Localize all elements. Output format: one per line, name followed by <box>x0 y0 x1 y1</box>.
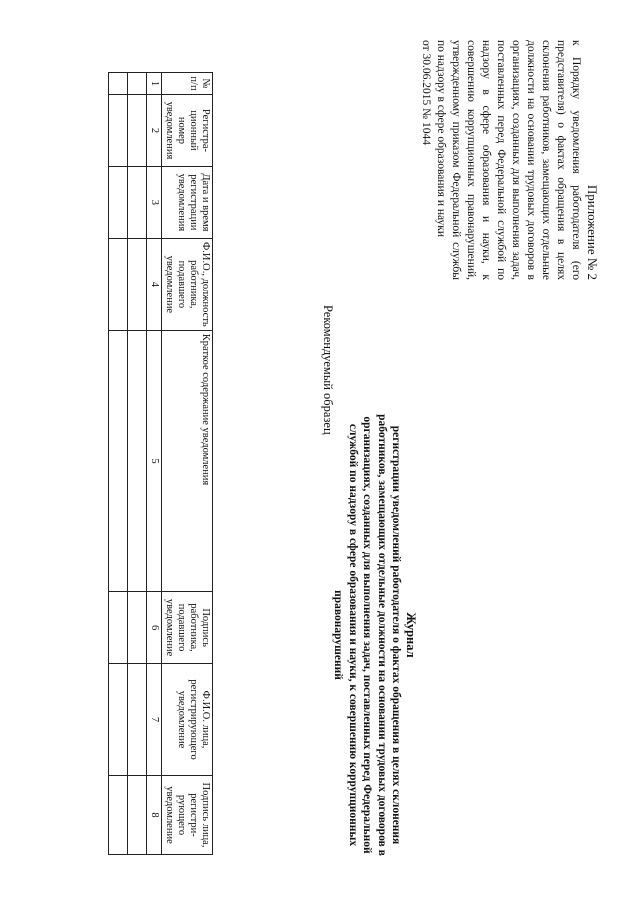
table-cell <box>109 73 128 95</box>
table-cell <box>128 775 147 854</box>
col-header-registrar: Ф.И.О. лица, регистрирующего уведомление <box>162 664 213 776</box>
col-number-8: 8 <box>147 775 162 854</box>
col-number-5: 5 <box>147 330 162 591</box>
table-cell <box>128 592 147 664</box>
table-cell <box>109 330 128 591</box>
appendix-title: Приложение № 2 <box>585 184 600 280</box>
table-cell <box>128 664 147 776</box>
appendix-body: к Порядку уведомления работодателя (его представителя) о фактах обращения в целях склонения работников, замещающих отдельные должности на основании трудовых договоров в организациях, созданных для выполнения задач, поставленных перед Федеральной службой по надзору в сфере образования и науки, к совершению коррупционных правонарушений, утвержденному приказом Федеральной службы по надзору в сфере образования и науки <box>435 40 582 280</box>
col-header-reg-datetime: Дата и время регистрации уведомления <box>162 166 213 238</box>
table-cell <box>128 166 147 238</box>
table-cell <box>109 775 128 854</box>
col-number-2: 2 <box>147 94 162 166</box>
col-number-6: 6 <box>147 592 162 664</box>
table-cell <box>128 73 147 95</box>
table-number-row <box>147 73 162 855</box>
col-number-7: 7 <box>147 664 162 776</box>
col-header-reg-number: Регистра-ционный номер уведомления <box>162 94 213 166</box>
table-cell <box>109 166 128 238</box>
journal-heading <box>331 395 418 875</box>
recommended-sample-label: Рекомендуемый образец <box>321 305 335 435</box>
journal-title: Журнал <box>404 612 418 658</box>
col-header-summary: Краткое содержание уведомления <box>162 330 213 591</box>
table-header-row <box>162 73 213 855</box>
table-cell <box>109 664 128 776</box>
table-cell <box>128 238 147 330</box>
table-cell <box>109 592 128 664</box>
table-cell <box>128 330 147 591</box>
table-row <box>128 73 147 855</box>
table-cell <box>109 94 128 166</box>
col-number-1: 1 <box>147 73 162 95</box>
col-header-number: № п/п <box>162 73 213 95</box>
col-number-3: 3 <box>147 166 162 238</box>
table-cell <box>128 94 147 166</box>
col-header-registrar-signature: Подпись лица, регистри-рующего уведомление <box>162 775 213 854</box>
appendix-date: от 30.06.2015 № 1044 <box>420 40 432 145</box>
col-number-4: 4 <box>147 238 162 330</box>
journal-subtitle: регистрации уведомлений работодателя о фактах обращения в целях склонения работников, замещающих отдельные должности на основании трудовых договоров в организациях, созданных для выполнения задач, поставленных перед Федеральной службой по надзору в сфере образования и науки, к совершению коррупционных правонарушений <box>332 414 403 856</box>
table-row <box>109 73 128 855</box>
col-header-employee-signature: Подпись работника, подавшего уведомление <box>162 592 213 664</box>
appendix-block <box>418 40 600 280</box>
journal-table <box>108 72 213 855</box>
col-header-employee: Ф.И.О., должность работника, подавшего уведомление <box>162 238 213 330</box>
table-cell <box>109 238 128 330</box>
